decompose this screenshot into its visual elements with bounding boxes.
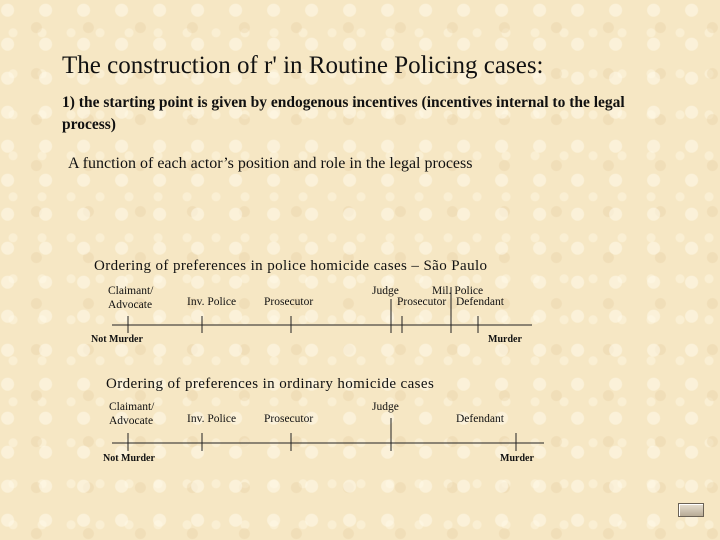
diagram1-not-murder-label: Not Murder <box>91 334 143 345</box>
diagram2-claimant-line2: Advocate <box>109 415 154 427</box>
diagram1-judge-label: Judge <box>372 285 399 297</box>
diagram1-title: Ordering of preferences in police homicide cases – São Paulo <box>94 258 488 274</box>
diagram2-prosecutor-label: Prosecutor <box>264 413 314 425</box>
diagram2-defendant-label: Defendant <box>456 413 504 425</box>
diagram1-claimant-line2: Advocate <box>108 299 153 311</box>
point-one-text: 1) the starting point is given by endogenous incentives (incentives internal to the legal process) <box>62 94 625 133</box>
diagram1-claimant-line1: Claimant/ <box>108 285 154 297</box>
slide-nav-button[interactable] <box>678 503 704 517</box>
diagram1-murder-label: Murder <box>488 334 522 345</box>
diagram1-prosecutor-label: Prosecutor <box>264 296 314 308</box>
diagram1-mil-police-line1: Mil. Police <box>432 285 484 297</box>
diagram1-defendant-label: Defendant <box>456 296 504 308</box>
diagram1-mil-police-line2: Prosecutor <box>397 296 447 308</box>
diagram2-inv-police-label: Inv. Police <box>187 413 237 425</box>
slide-title: The construction of r' in Routine Policing cases: <box>62 52 544 79</box>
diagram2-title: Ordering of preferences in ordinary homicide cases <box>106 376 435 392</box>
diagram1-inv-police-label: Inv. Police <box>187 296 237 308</box>
diagram2-murder-label: Murder <box>500 453 534 464</box>
diagram2-claimant-line1: Claimant/ <box>109 401 155 413</box>
diagram2-judge-label: Judge <box>372 401 399 413</box>
diagram2-not-murder-label: Not Murder <box>103 453 155 464</box>
function-statement: A function of each actor’s position and role in the legal process <box>68 155 473 172</box>
